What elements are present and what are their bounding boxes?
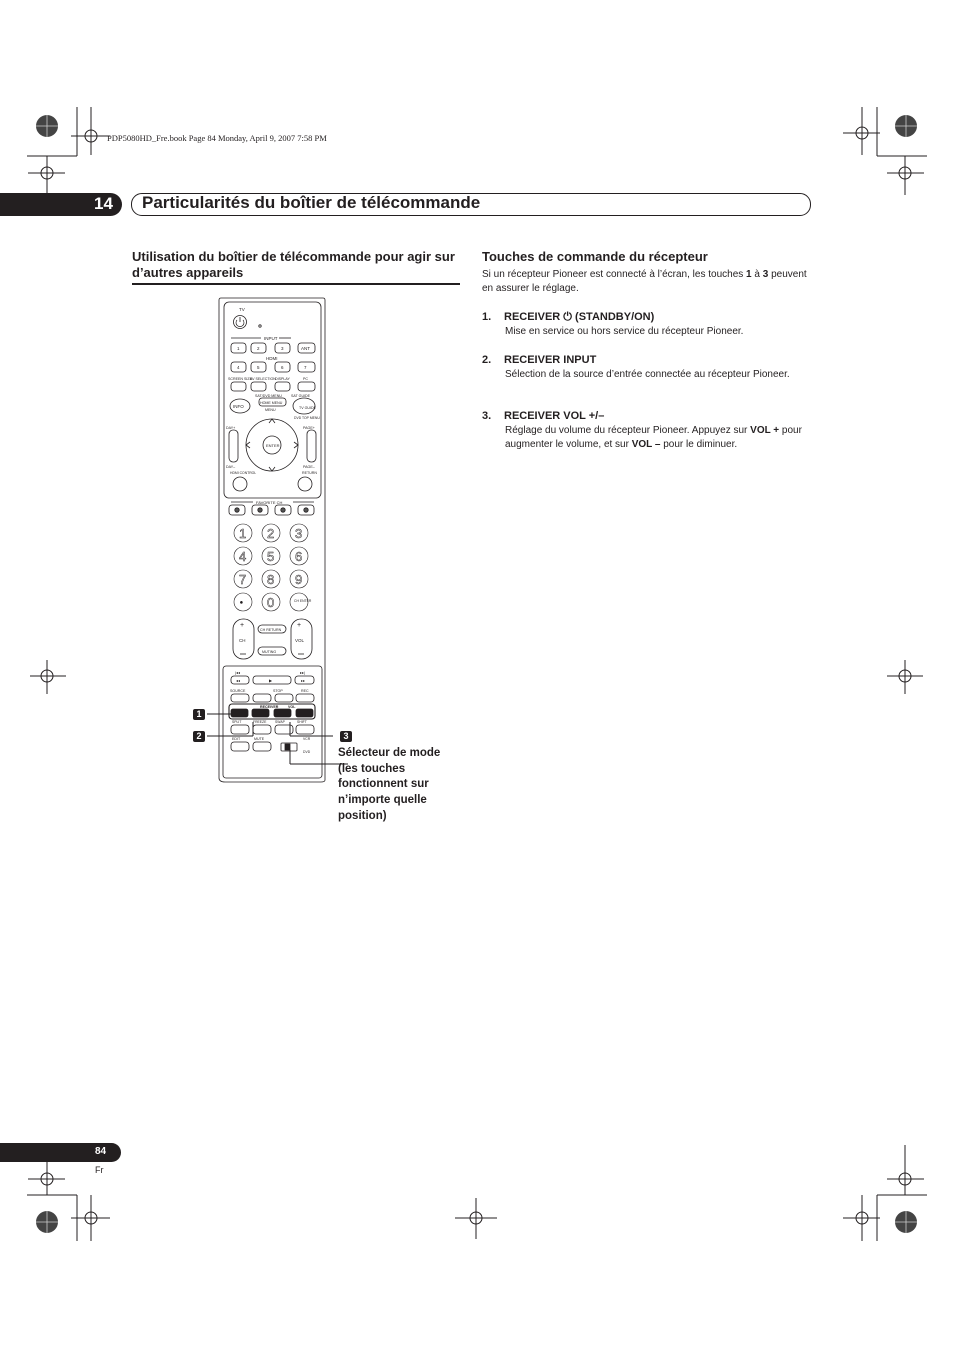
- item-1-title: 1. RECEIVER ⏻ (STANDBY/ON): [482, 311, 655, 323]
- svg-text:SAT GUIDE: SAT GUIDE: [291, 394, 311, 398]
- svg-text:DAY+: DAY+: [226, 426, 236, 430]
- svg-text:DVD: DVD: [303, 750, 311, 754]
- svg-text:VOL: VOL: [295, 638, 305, 643]
- svg-text:4: 4: [237, 365, 240, 370]
- svg-text:2: 2: [257, 346, 260, 351]
- book-meta: PDP5080HD_Fre.book Page 84 Monday, April 9, 2007 7:58 PM: [107, 133, 327, 143]
- svg-text:▸▸|: ▸▸|: [300, 670, 306, 675]
- svg-text:STOP: STOP: [273, 689, 283, 693]
- right-section-title: Touches de commande du récepteur: [482, 249, 708, 264]
- callout-leaders: [190, 700, 360, 770]
- mode-selector-label: Sélecteur de mode (les touches fonctionnent sur n’importe quelle position): [338, 747, 441, 822]
- svg-text:6: 6: [281, 365, 284, 370]
- svg-text:CH ENTER: CH ENTER: [294, 599, 312, 603]
- left-section-title: Utilisation du boîtier de télécommande pour agir sur d’autres appareils: [132, 249, 455, 280]
- svg-text:0: 0: [267, 595, 275, 610]
- svg-text:▸▸: ▸▸: [301, 678, 306, 683]
- svg-text:6: 6: [295, 549, 303, 564]
- svg-text:PAGE–: PAGE–: [303, 465, 315, 469]
- svg-text:+: +: [240, 622, 245, 629]
- svg-text:|◂◂: |◂◂: [235, 670, 241, 675]
- intro-paragraph: Si un récepteur Pioneer est connecté à l’écran, les touches 1 à 3 peuvent en assurer le réglage.: [482, 269, 807, 294]
- svg-text:7: 7: [239, 572, 247, 587]
- svg-text:HOME MENU: HOME MENU: [260, 401, 283, 405]
- svg-text:HDMI CONTROL: HDMI CONTROL: [230, 471, 257, 475]
- svg-text:DVD TOP MENU: DVD TOP MENU: [294, 416, 320, 420]
- section-rule: [132, 283, 460, 285]
- item-1-description: Mise en service ou hors service du récepteur Pioneer.: [505, 326, 744, 337]
- svg-text:CH RETURN: CH RETURN: [260, 628, 282, 632]
- svg-text:VOL: VOL: [288, 705, 296, 709]
- svg-text:SHIFT: SHIFT: [297, 720, 307, 724]
- svg-text:DAY–: DAY–: [226, 465, 236, 469]
- svg-text:▶: ▶: [269, 678, 273, 683]
- svg-text:5: 5: [257, 365, 260, 370]
- svg-text:VCR: VCR: [303, 737, 311, 741]
- svg-text:INPUT: INPUT: [264, 336, 278, 341]
- svg-text:SPLIT: SPLIT: [232, 720, 242, 724]
- item-3-title: 3. RECEIVER VOL +/–: [482, 410, 605, 422]
- svg-text:ENTER: ENTER: [266, 443, 280, 448]
- callout-3: 3: [340, 731, 352, 742]
- svg-text:7: 7: [304, 365, 307, 370]
- svg-text:ANT: ANT: [301, 346, 310, 351]
- svg-text:INFO: INFO: [233, 404, 244, 409]
- svg-text:RECEIVER: RECEIVER: [260, 705, 279, 709]
- svg-text:TV: TV: [239, 307, 245, 312]
- svg-text:HDMI: HDMI: [266, 356, 278, 361]
- chapter-number: 14: [94, 194, 113, 213]
- chapter-title: Particularités du boîtier de télécommande: [142, 193, 481, 212]
- svg-text:AV SELECTION: AV SELECTION: [250, 377, 276, 381]
- svg-text:3: 3: [281, 346, 284, 351]
- power-icon: ⏻: [563, 311, 572, 323]
- item-3-description: Réglage du volume du récepteur Pioneer. Appuyez sur VOL + pour augmenter le volume, et sur VOL – pour le diminuer.: [505, 425, 802, 450]
- callout-2: 2: [193, 731, 205, 742]
- svg-text:EDIT: EDIT: [232, 737, 241, 741]
- page-language: Fr: [95, 1165, 104, 1175]
- svg-text:SOURCE: SOURCE: [230, 689, 246, 693]
- svg-text:9: 9: [295, 572, 303, 587]
- svg-text:8: 8: [267, 572, 275, 587]
- svg-text:FREEZE: FREEZE: [253, 720, 267, 724]
- svg-text:MUTING: MUTING: [262, 650, 277, 654]
- svg-text:◂◂: ◂◂: [236, 678, 241, 683]
- svg-text:MENU: MENU: [265, 408, 276, 412]
- svg-text:RETURN: RETURN: [302, 471, 317, 475]
- svg-text:3: 3: [295, 526, 303, 541]
- svg-text:SCREEN SIZE: SCREEN SIZE: [228, 377, 252, 381]
- svg-text:TV GUIDE: TV GUIDE: [299, 406, 316, 410]
- svg-text:•: •: [240, 598, 243, 607]
- svg-text:PAGE+: PAGE+: [303, 426, 315, 430]
- callout-1: 1: [193, 709, 205, 720]
- svg-text:SWAP: SWAP: [275, 720, 285, 724]
- svg-text:5: 5: [267, 549, 275, 564]
- svg-text:4: 4: [239, 549, 247, 564]
- svg-text:FAVORITE CH: FAVORITE CH: [256, 500, 283, 505]
- svg-text:DISPLAY: DISPLAY: [275, 377, 290, 381]
- svg-text:SAT/DVD MENU: SAT/DVD MENU: [255, 394, 282, 398]
- svg-text:PC: PC: [303, 377, 308, 381]
- item-2-description: Sélection de la source d’entrée connectée au récepteur Pioneer.: [505, 369, 790, 380]
- svg-text:2: 2: [267, 526, 275, 541]
- page-number: 84: [95, 1146, 107, 1157]
- svg-text:MUTE: MUTE: [254, 737, 265, 741]
- item-2-title: 2. RECEIVER INPUT: [482, 354, 597, 366]
- svg-text:1: 1: [239, 526, 247, 541]
- svg-text:CH: CH: [239, 638, 246, 643]
- svg-text:+: +: [297, 622, 302, 629]
- svg-text:1: 1: [237, 346, 240, 351]
- svg-text:REC: REC: [301, 689, 309, 693]
